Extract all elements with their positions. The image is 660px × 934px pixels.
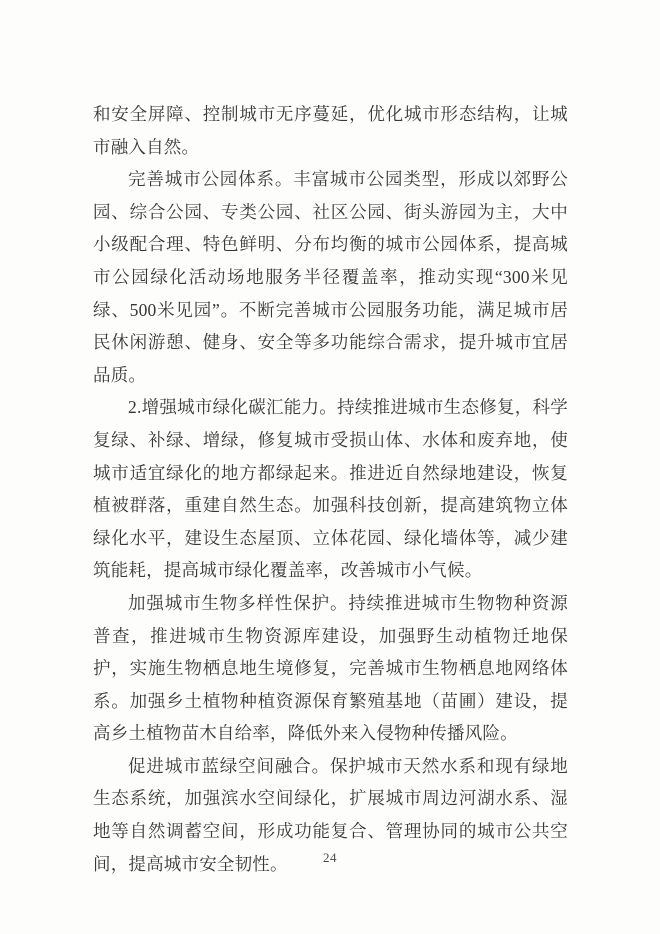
paragraph-blue-green-space: 促进城市蓝绿空间融合。保护城市天然水系和现有绿地生态系统，加强滨水空间绿化，扩展城市周边河湖水系、湿地等自然调蓄空间，形成功能复合、管理协同的城市公共空间，提高城市安全韧性。 (93, 755, 568, 874)
page-number: 24 (323, 850, 337, 865)
paragraph-continuation: 和安全屏障、控制城市无序蔓延，优化城市形态结构，让城市融入自然。 (93, 104, 568, 157)
paragraph-carbon-sink: 2.增强城市绿化碳汇能力。持续推进城市生态修复，科学复绿、补绿、增绿，修复城市受损山体、水体和废弃地，使城市适宜绿化的地方都绿起来。推进近自然绿地建设，恢复植被群落，重建自然生态。加强科技创新，提高建筑物立体绿化水平，建设生态屋顶、立体花园、绿化墙体等，减少建筑能耗，提高城市绿化覆盖率，改善城市小气候。 (93, 397, 568, 581)
paragraph-park-system: 完善城市公园体系。丰富城市公园类型，形成以郊野公园、综合公园、专类公园、社区公园、街头游园为主，大中小级配合理、特色鲜明、分布均衡的城市公园体系，提高城市公园绿化活动场地服务半径覆盖率，推动实现“300米见绿、500米见园”。不断完善城市公园服务功能，满足城市居民休闲游憩、健身、安全等多功能综合需求，提升城市宜居品质。 (93, 169, 568, 385)
document-body (93, 98, 568, 880)
paragraph-biodiversity: 加强城市生物多样性保护。持续推进城市生物物种资源普查，推进城市生物资源库建设，加强野生动植物迁地保护，实施生物栖息地生境修复，完善城市生物栖息地网络体系。加强乡土植物种植资源保育繁殖基地（苗圃）建设，提高乡土植物苗木自给率，降低外来入侵物种传播风险。 (93, 592, 568, 744)
